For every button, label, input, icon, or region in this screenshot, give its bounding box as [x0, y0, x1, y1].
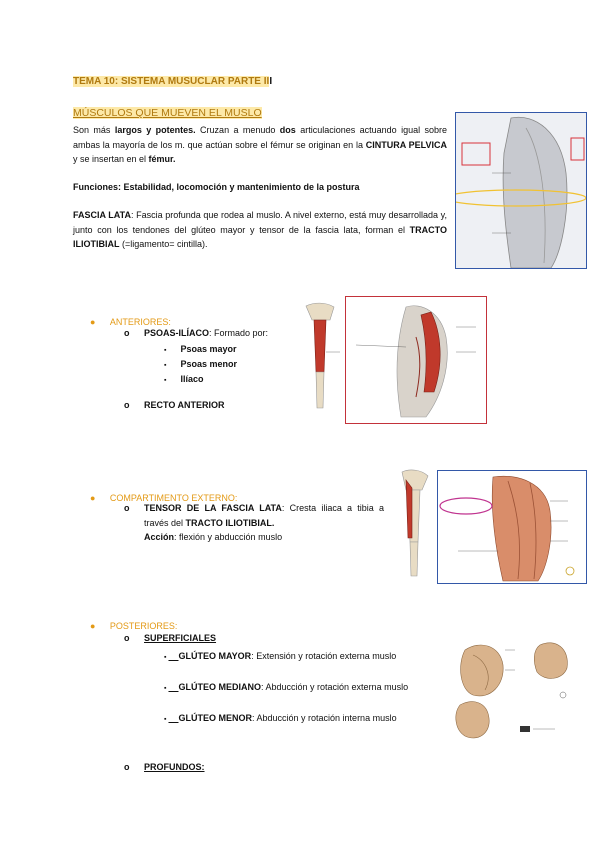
psoas-item: o PSOAS-ILÍACO: Formado por:	[124, 328, 269, 338]
leg-lateral-image	[392, 468, 434, 580]
tensor-item: TENSOR DE LA FASCIA LATA: Cresta iliaca a tibia a través del TRACTO ILIOTIBIAL. Acción: flexión y abducción muslo	[144, 503, 385, 542]
tensor-marker: o	[124, 503, 130, 513]
psoas-menor-item: ▪ Psoas menor	[164, 359, 238, 369]
gluteal-muscles-image	[445, 630, 585, 748]
thigh-lateral-image	[455, 112, 587, 269]
leg-anterior-image	[300, 302, 342, 414]
functions-line: Funciones: Estabilidad, locomoción y mantenimiento de la postura	[73, 182, 360, 192]
intro-paragraph: Son más largos y potentes. Cruzan a menudo dos articulaciones actuando igual sobre ambas la mayoría de los m. que actúan sobre el fémur se originan en la CINTURA PELVICA y se insertan en el fémur.	[73, 125, 448, 164]
gluteo-menor-item: ▪ GLÚTEO MENOR: Abducción y rotación interna muslo	[164, 713, 397, 723]
superficiales-item: o SUPERFICIALES	[124, 633, 217, 643]
anteriores-bullet: ● ANTERIORES:	[90, 317, 171, 327]
tensor-detail-image	[437, 470, 587, 584]
gluteo-mediano-item: ▪ GLÚTEO MEDIANO: Abducción y rotación externa muslo	[164, 682, 409, 692]
recto-anterior-item: o RECTO ANTERIOR	[124, 400, 225, 410]
iliaco-item: ▪ Ilíaco	[164, 374, 204, 384]
posteriores-bullet: ● POSTERIORES:	[90, 621, 178, 631]
page-title: TEMA 10: SISTEMA MUSUCLAR PARTE III	[73, 76, 273, 87]
gluteo-mayor-item: ▪ GLÚTEO MAYOR: Extensión y rotación externa muslo	[164, 651, 397, 661]
section-heading: MÚSCULOS QUE MUEVEN EL MUSLO	[73, 107, 262, 119]
externo-bullet: ● COMPARTIMENTO EXTERNO:	[90, 493, 238, 503]
profundos-item: o PROFUNDOS:	[124, 762, 205, 772]
psoas-mayor-item: ▪ Psoas mayor	[164, 344, 237, 354]
fascia-paragraph: FASCIA LATA: Fascia profunda que rodea al muslo. A nivel externo, está muy desarrollada y, junto con los tendones del glúteo mayor y tensor de la fascia lata, forman el TRACTO ILIOTIBIAL (=ligamento= cintilla).	[73, 210, 447, 249]
psoas-detail-image	[345, 296, 487, 424]
